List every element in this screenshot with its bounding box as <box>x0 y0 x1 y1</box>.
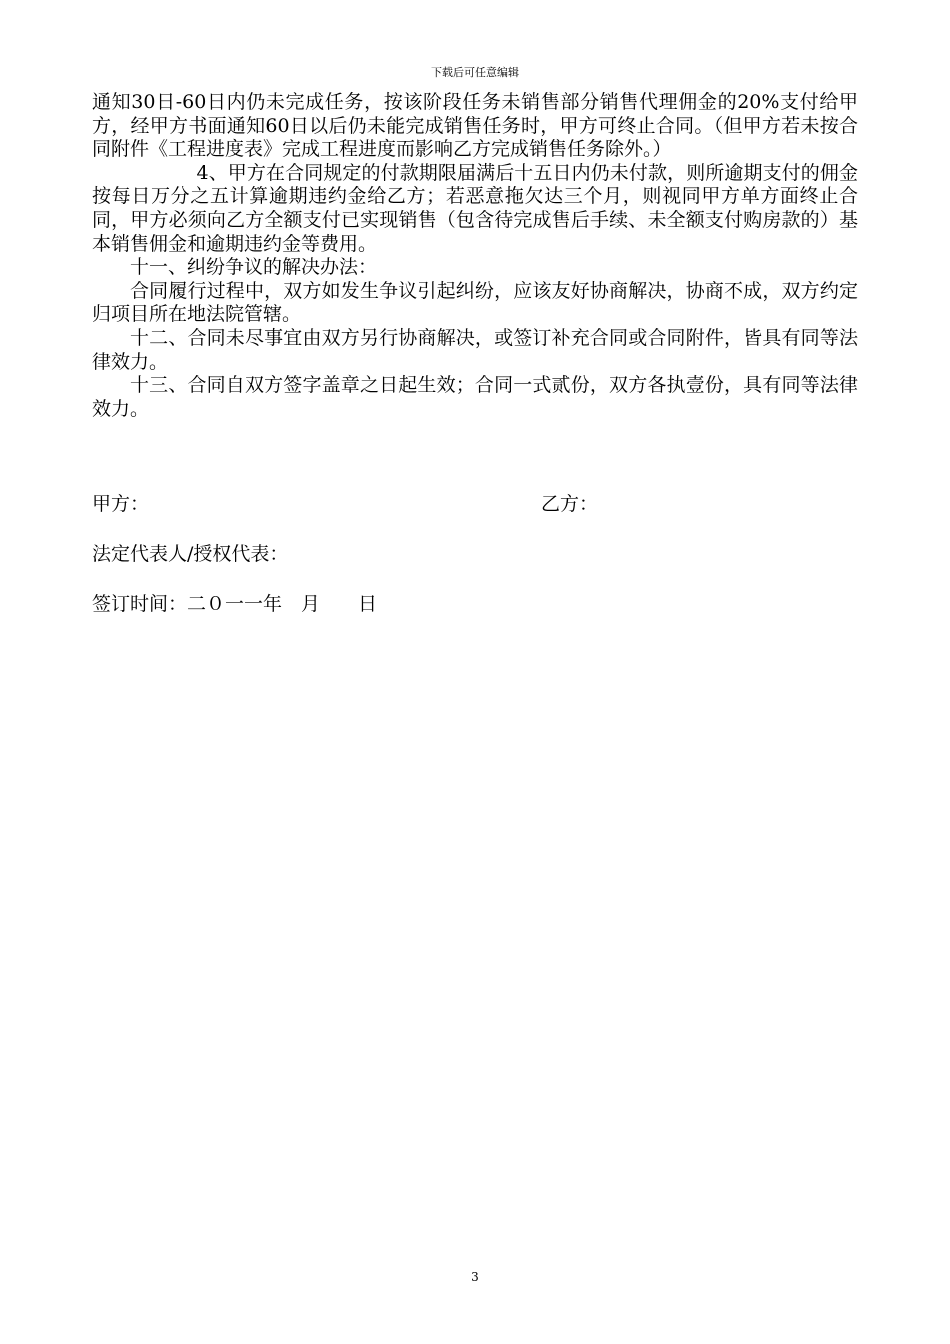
party-a-label: 甲方： <box>92 493 150 515</box>
paragraph-dispute-resolution: 合同履行过程中，双方如发生争议引起纠纷，应该友好协商解决，协商不成，双方约定归项目所在地法院管辖。 <box>92 279 858 326</box>
paragraph-task-completion: 通知30日-60日内仍未完成任务，按该阶段任务未销售部分销售代理佣金的20%支付给甲方，经甲方书面通知60日以后仍未能完成销售任务时，甲方可终止合同。（但甲方若未按合同附件《工程进度表》完成工程进度而影响乙方完成销售任务除外。） <box>92 91 858 161</box>
party-b-label: 乙方： <box>541 493 599 515</box>
paragraph-supplementary: 十二、合同未尽事宜由双方另行协商解决，或签订补充合同或合同附件，皆具有同等法律效力。 <box>92 326 858 373</box>
paragraph-late-payment: 4、甲方在合同规定的付款期限届满后十五日内仍未付款，则所逾期支付的佣金按每日万分之五计算逾期违约金给乙方；若恶意拖欠达三个月，则视同甲方单方面终止合同，甲方必须向乙方全额支付已实现销售（包含待完成售后手续、未全额支付购房款的）基本销售佣金和逾期违约金等费用。 <box>92 161 858 255</box>
contract-body <box>92 91 858 421</box>
representative-label: 法定代表人/授权代表： <box>92 543 289 565</box>
section-heading-dispute: 十一、纠纷争议的解决办法： <box>130 256 378 279</box>
paragraph-effectiveness: 十三、合同自双方签字盖章之日起生效；合同一式贰份，双方各执壹份，具有同等法律效力。 <box>92 374 858 420</box>
page-header: 下载后可任意编辑 <box>431 66 519 79</box>
signing-date-label: 签订时间：二０一一年 月 日 <box>92 593 378 615</box>
page-number: 3 <box>471 1270 479 1284</box>
